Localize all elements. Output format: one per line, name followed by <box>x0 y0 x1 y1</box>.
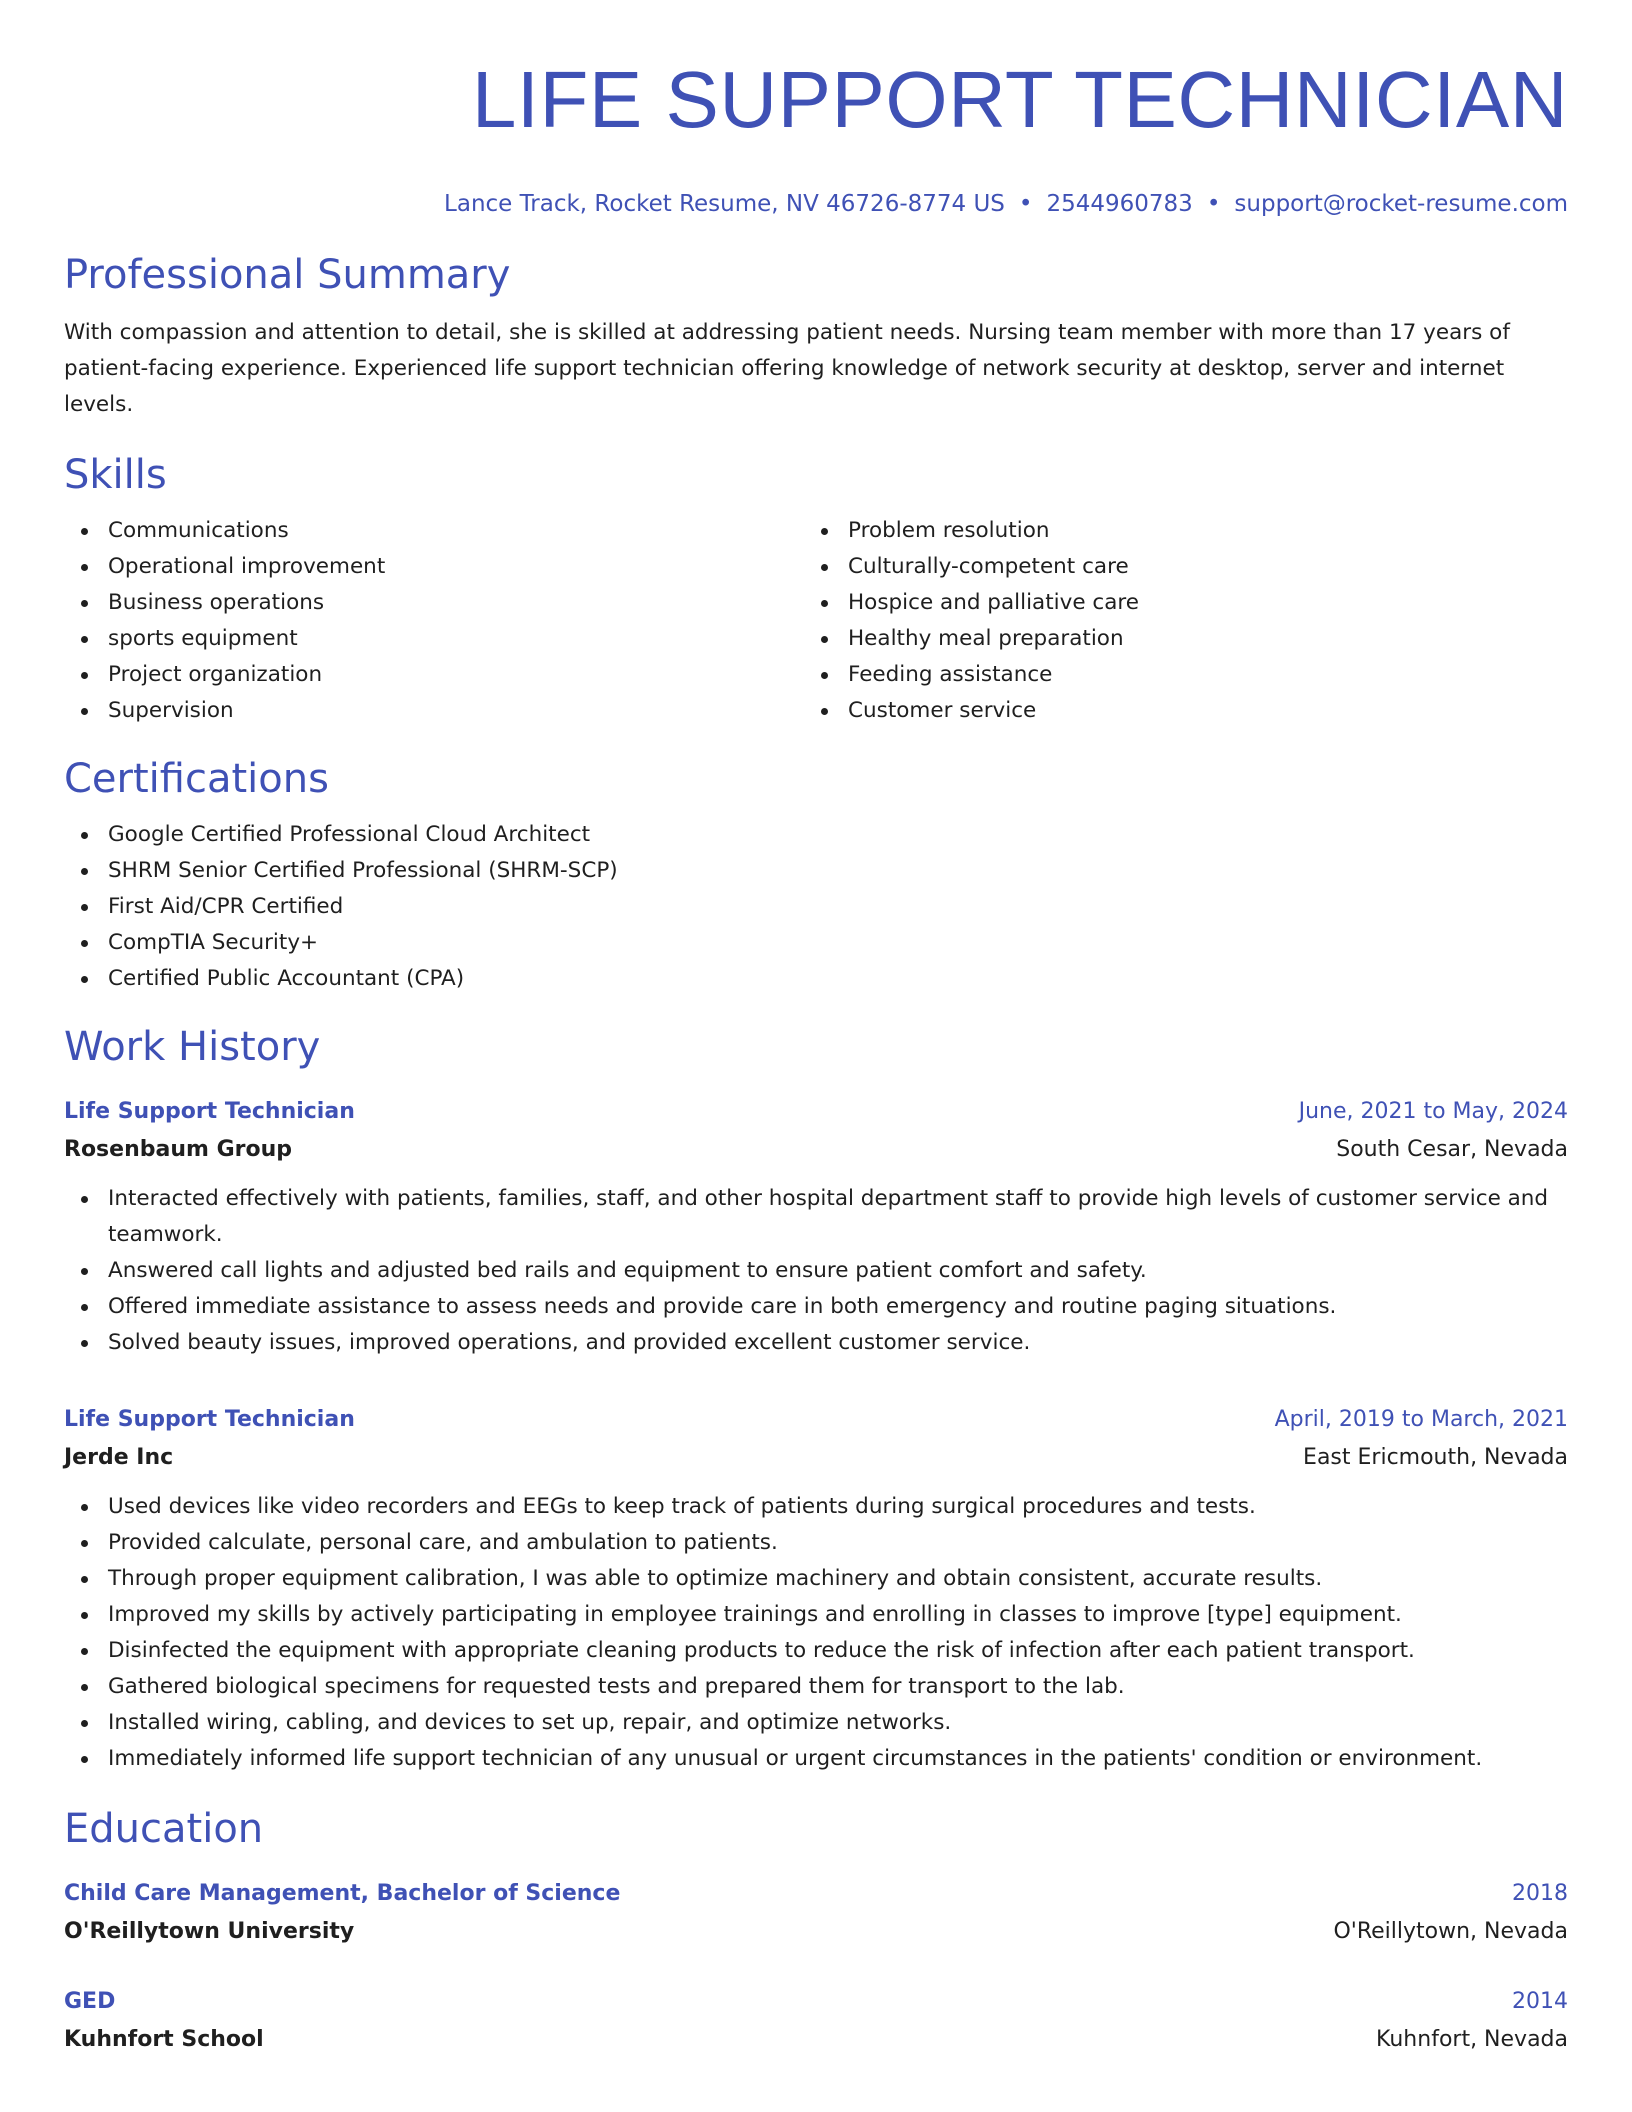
skill-item: Customer service <box>804 693 1544 729</box>
skill-item: Operational improvement <box>64 549 804 585</box>
job-duty-item: Installed wiring, cabling, and devices to set up, repair, and optimize networks. <box>64 1705 1568 1741</box>
job-employer: Jerde Inc <box>64 1445 174 1470</box>
education-degree-row <box>64 1983 1568 2021</box>
education-location: Kuhnfort, Nevada <box>1376 2027 1568 2052</box>
contact-separator: • <box>1018 191 1033 217</box>
education-school-row <box>64 1913 1568 1951</box>
job-duty-item: Offered immediate assistance to assess needs and provide care in both emergency and routine paging situations. <box>64 1289 1568 1325</box>
job-employer: Rosenbaum Group <box>64 1137 293 1162</box>
education-location: O'Reillytown, Nevada <box>1333 1919 1568 1944</box>
work-history-heading: Work History <box>64 1024 321 1070</box>
contact-address: Lance Track, Rocket Resume, NV 46726-8774 US <box>444 191 1005 217</box>
job-duty-item: Answered call lights and adjusted bed rails and equipment to ensure patient comfort and safety. <box>64 1253 1568 1289</box>
education-school-row <box>64 2021 1568 2059</box>
skills-grid <box>64 513 1568 729</box>
certifications-heading: Certifications <box>64 756 329 802</box>
job-duty-item: Through proper equipment calibration, I was able to optimize machinery and obtain consistent, accurate results. <box>64 1561 1568 1597</box>
skill-item: Supervision <box>64 693 804 729</box>
contact-phone: 2544960783 <box>1046 191 1193 217</box>
job-header-row <box>64 1093 1568 1131</box>
certification-item: CompTIA Security+ <box>64 925 1568 961</box>
skills-list-left <box>64 513 804 729</box>
skill-item: Hospice and palliative care <box>804 585 1544 621</box>
job-employer-row <box>64 1439 1568 1477</box>
skills-heading: Skills <box>64 452 167 498</box>
job-duty-item: Improved my skills by actively participating in employee trainings and enrolling in classes to improve [type] equipment. <box>64 1597 1568 1633</box>
education-school: Kuhnfort School <box>64 2027 264 2052</box>
contact-email[interactable]: support@rocket-resume.com <box>1234 191 1568 217</box>
skill-item: Business operations <box>64 585 804 621</box>
summary-heading: Professional Summary <box>64 252 511 298</box>
job-entry <box>64 1401 1568 1777</box>
education-degree: GED <box>64 1989 116 2014</box>
contact-line <box>64 189 1568 219</box>
education-school: O'Reillytown University <box>64 1919 355 1944</box>
skill-item: Feeding assistance <box>804 657 1544 693</box>
skill-item: Culturally-competent care <box>804 549 1544 585</box>
job-duty-item: Used devices like video recorders and EEGs to keep track of patients during surgical procedures and tests. <box>64 1489 1568 1525</box>
education-degree: Child Care Management, Bachelor of Science <box>64 1881 621 1906</box>
job-dates: April, 2019 to March, 2021 <box>1274 1407 1568 1432</box>
job-location: East Ericmouth, Nevada <box>1303 1445 1568 1470</box>
skills-column-left <box>64 513 804 729</box>
job-title: Life Support Technician <box>64 1407 355 1432</box>
certification-item: SHRM Senior Certified Professional (SHRM-SCP) <box>64 853 1568 889</box>
summary-text: With compassion and attention to detail, she is skilled at addressing patient needs. Nursing team member with more than 17 years of patient-facing experience. Experienced life support technician offering knowledge of network security at desktop, server and internet levels. <box>64 320 1510 417</box>
education-entry <box>64 1983 1568 2059</box>
job-location: South Cesar, Nevada <box>1336 1137 1568 1162</box>
skill-item: Project organization <box>64 657 804 693</box>
resume-name: LIFE SUPPORT TECHNICIAN <box>471 55 1568 144</box>
certifications-list <box>64 817 1568 997</box>
job-duty-item: Disinfected the equipment with appropriate cleaning products to reduce the risk of infection after each patient transport. <box>64 1633 1568 1669</box>
job-duty-item: Immediately informed life support technician of any unusual or urgent circumstances in the patients' condition or environment. <box>64 1741 1568 1777</box>
education-year: 2018 <box>1512 1881 1568 1906</box>
job-duty-item: Provided calculate, personal care, and ambulation to patients. <box>64 1525 1568 1561</box>
skill-item: Problem resolution <box>804 513 1544 549</box>
skill-item: sports equipment <box>64 621 804 657</box>
job-employer-row <box>64 1131 1568 1169</box>
job-header-row <box>64 1401 1568 1439</box>
education-heading: Education <box>64 1806 264 1852</box>
certification-item: Google Certified Professional Cloud Architect <box>64 817 1568 853</box>
skills-list-right <box>804 513 1544 729</box>
education-entry <box>64 1875 1568 1951</box>
job-duty-item: Interacted effectively with patients, families, staff, and other hospital department staff to provide high levels of customer service and teamwork. <box>64 1181 1568 1253</box>
resume-header <box>64 50 1568 219</box>
job-duties-list <box>64 1181 1568 1361</box>
contact-separator: • <box>1206 191 1221 217</box>
skill-item: Communications <box>64 513 804 549</box>
skills-column-right <box>804 513 1544 729</box>
job-entry <box>64 1093 1568 1361</box>
job-duty-item: Gathered biological specimens for requested tests and prepared them for transport to the lab. <box>64 1669 1568 1705</box>
job-duties-list <box>64 1489 1568 1777</box>
education-degree-row <box>64 1875 1568 1913</box>
skill-item: Healthy meal preparation <box>804 621 1544 657</box>
certification-item: First Aid/CPR Certified <box>64 889 1568 925</box>
certification-item: Certified Public Accountant (CPA) <box>64 961 1568 997</box>
education-year: 2014 <box>1512 1989 1568 2014</box>
job-title: Life Support Technician <box>64 1099 355 1124</box>
job-dates: June, 2021 to May, 2024 <box>1298 1099 1568 1124</box>
job-duty-item: Solved beauty issues, improved operations, and provided excellent customer service. <box>64 1325 1568 1361</box>
